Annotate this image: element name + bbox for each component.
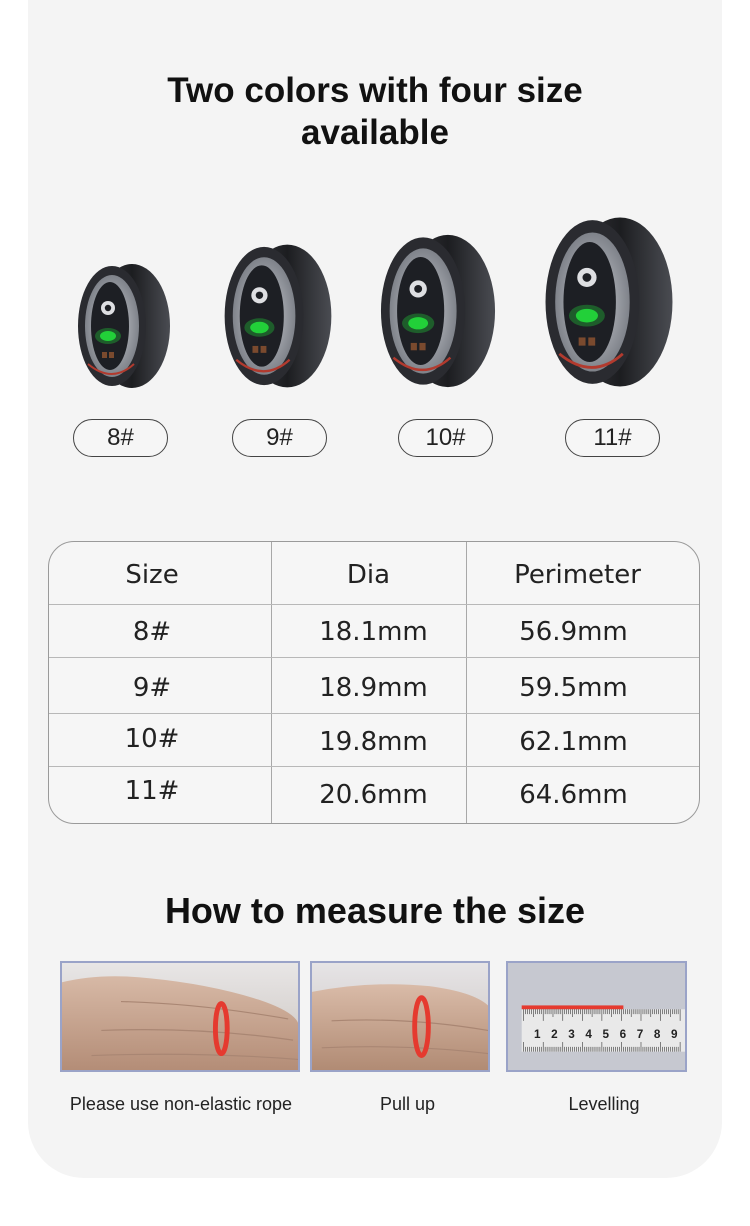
cell-perimeter: 56.9mm — [519, 617, 628, 647]
page-title — [0, 70, 750, 154]
caption-pull-up: Pull up — [379, 1094, 436, 1114]
table-divider — [49, 766, 699, 767]
cell-perimeter: 59.5mm — [519, 673, 628, 703]
ruler-number: 2 — [551, 1028, 558, 1042]
cell-size: 11# — [124, 776, 180, 806]
header-size: Size — [125, 560, 179, 590]
title-line-2: available — [301, 113, 449, 152]
ruler-number: 3 — [568, 1028, 575, 1042]
cell-size: 10# — [124, 724, 180, 754]
table-divider — [49, 604, 699, 605]
title-line-1: Two colors with four size — [167, 71, 583, 110]
ring-image-10 — [376, 230, 500, 392]
cell-dia: 20.6mm — [319, 780, 428, 810]
size-pill-10: 10# — [398, 419, 493, 457]
ruler-number: 9 — [670, 1028, 678, 1042]
ruler-number: 4 — [585, 1028, 592, 1042]
cell-perimeter: 64.6mm — [519, 780, 628, 810]
ruler-number: 1 — [534, 1028, 541, 1042]
ruler-number: 5 — [602, 1028, 610, 1042]
ruler-number: 6 — [619, 1028, 627, 1042]
measure-title: How to measure the size — [164, 890, 586, 931]
ring-image-8 — [74, 260, 174, 392]
rope-line — [522, 1005, 624, 1009]
size-table — [48, 541, 700, 824]
cell-size: 9# — [132, 673, 172, 703]
cell-size: 8# — [132, 617, 172, 647]
ruler-number: 8 — [653, 1028, 661, 1042]
header-dia: Dia — [346, 560, 391, 590]
size-pill-11: 11# — [565, 419, 660, 457]
cell-dia: 18.1mm — [319, 617, 428, 647]
table-divider — [49, 657, 699, 658]
ring-image-9 — [220, 240, 336, 392]
cell-dia: 19.8mm — [319, 727, 428, 757]
photo-ruler-levelling — [506, 961, 687, 1072]
photo-rope-on-finger — [60, 961, 300, 1072]
header-perimeter: Perimeter — [514, 560, 641, 590]
photo-pull-up — [310, 961, 490, 1072]
caption-rope: Please use non-elastic rope — [69, 1094, 293, 1114]
size-pill-8: 8# — [73, 419, 168, 457]
table-divider — [49, 713, 699, 714]
cell-dia: 18.9mm — [319, 673, 428, 703]
ring-image-11 — [540, 212, 678, 392]
cell-perimeter: 62.1mm — [519, 727, 628, 757]
caption-levelling: Levelling — [568, 1094, 640, 1114]
ruler-number: 7 — [636, 1028, 644, 1042]
size-pill-9: 9# — [232, 419, 327, 457]
